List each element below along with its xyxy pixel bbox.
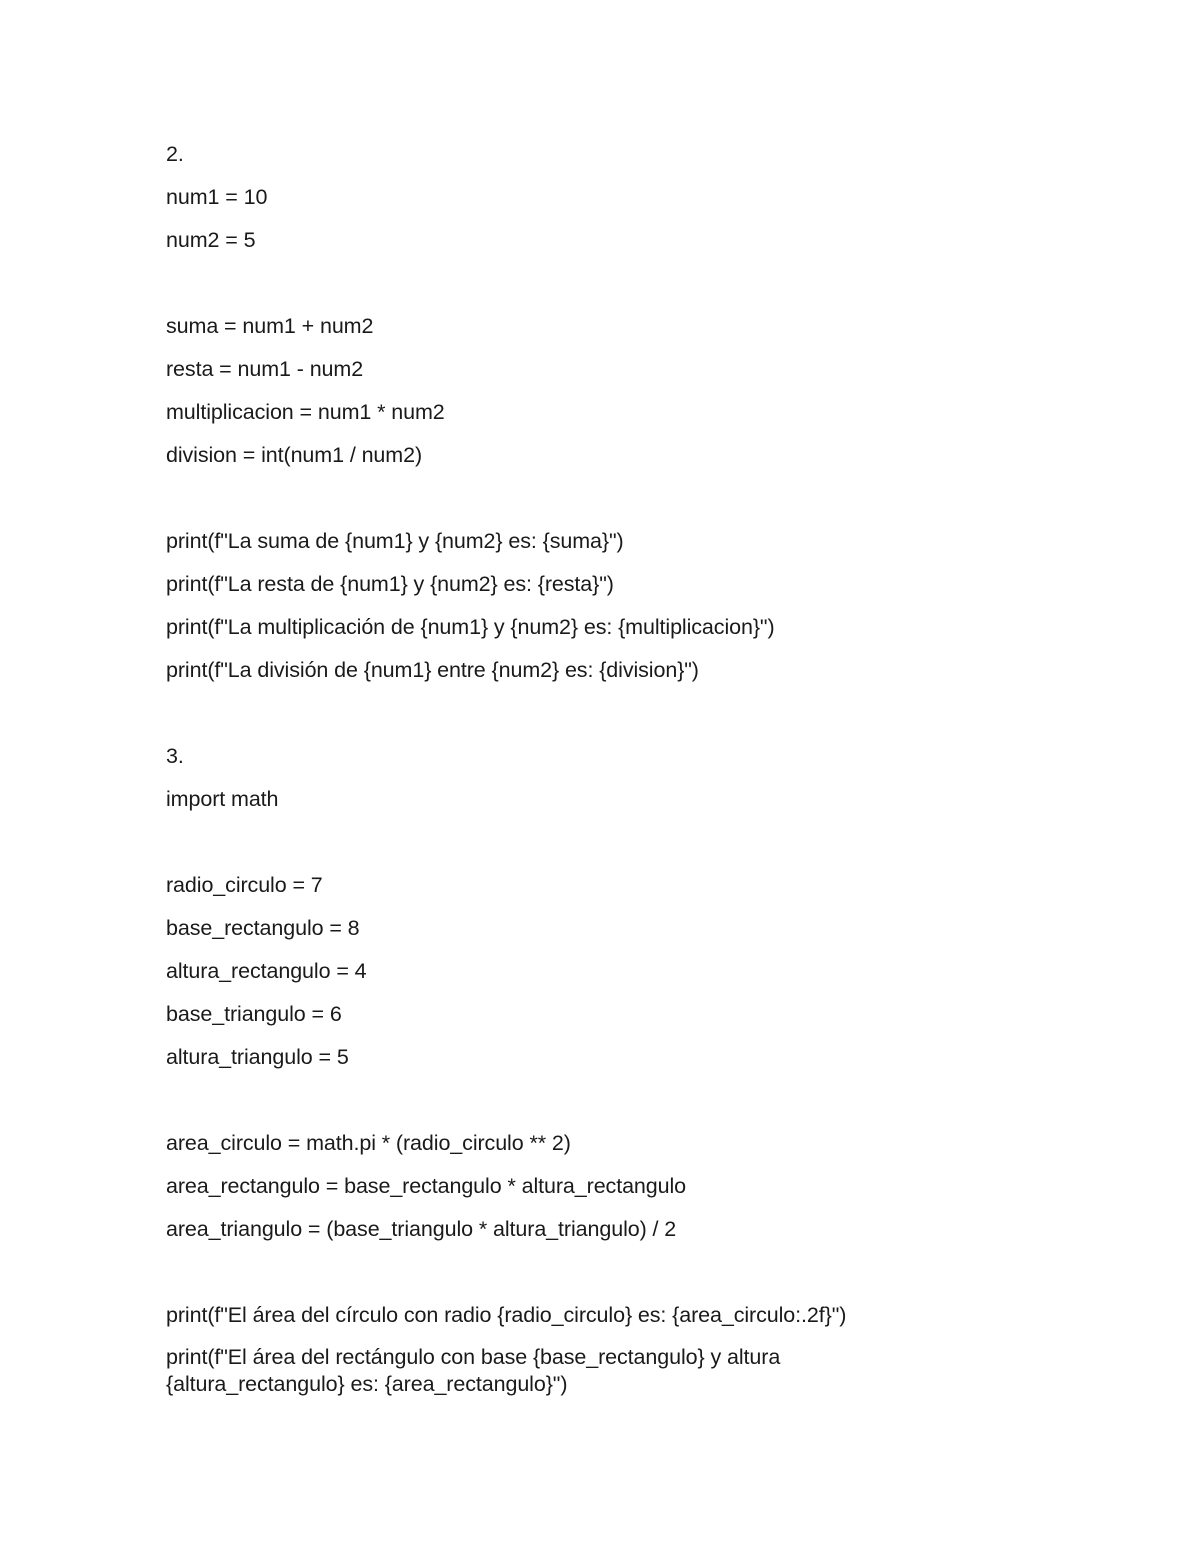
code-line: num2 = 5 — [166, 228, 256, 252]
blank-line — [166, 269, 1066, 312]
document-content — [166, 140, 1066, 1413]
blank-line — [166, 1086, 1066, 1129]
code-line: area_circulo = math.pi * (radio_circulo ** 2) — [166, 1131, 571, 1155]
code-line: num1 = 10 — [166, 185, 268, 209]
blank-line — [166, 484, 1066, 527]
section-3-heading: 3. — [166, 744, 184, 768]
code-line: print(f"La suma de {num1} y {num2} es: {suma}") — [166, 529, 624, 553]
code-line: division = int(num1 / num2) — [166, 443, 423, 467]
code-line: print(f"El área del círculo con radio {radio_circulo} es: {area_circulo:.2f}") — [166, 1303, 847, 1327]
blank-line — [166, 828, 1066, 871]
blank-line — [166, 699, 1066, 742]
code-line: area_triangulo = (base_triangulo * altura_triangulo) / 2 — [166, 1217, 677, 1241]
code-line: base_triangulo = 6 — [166, 1002, 342, 1026]
blank-line — [166, 1258, 1066, 1301]
code-line: suma = num1 + num2 — [166, 314, 374, 338]
code-line: altura_triangulo = 5 — [166, 1045, 349, 1069]
code-line: resta = num1 - num2 — [166, 357, 364, 381]
code-line: altura_rectangulo = 4 — [166, 959, 367, 983]
code-line: print(f"La multiplicación de {num1} y {num2} es: {multiplicacion}") — [166, 615, 775, 639]
code-line: import math — [166, 787, 279, 811]
code-line: radio_circulo = 7 — [166, 873, 323, 897]
code-line: multiplicacion = num1 * num2 — [166, 400, 445, 424]
code-line: print(f"La resta de {num1} y {num2} es: {resta}") — [166, 572, 614, 596]
section-2-heading: 2. — [166, 142, 184, 166]
code-line-wrapped: print(f"El área del rectángulo con base {base_rectangulo} y altura {altura_rectangulo} es: {area_rectangulo}") — [166, 1345, 781, 1396]
code-line: base_rectangulo = 8 — [166, 916, 360, 940]
code-line: print(f"La división de {num1} entre {num2} es: {division}") — [166, 658, 699, 682]
code-line: area_rectangulo = base_rectangulo * altura_rectangulo — [166, 1174, 687, 1198]
